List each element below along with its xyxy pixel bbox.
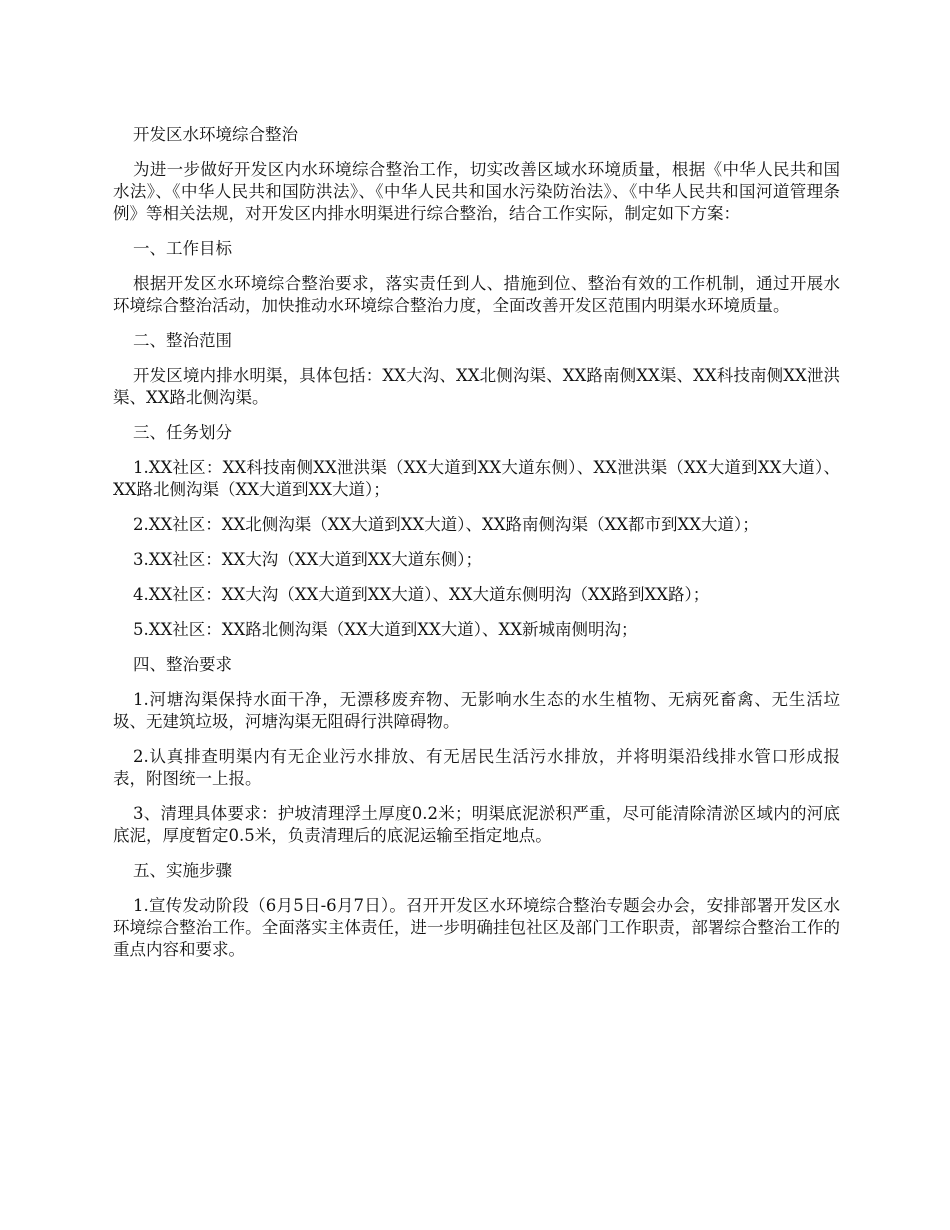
task-item-1: 1.XX社区：XX科技南侧XX泄洪渠（XX大道到XX大道东侧）、XX泄洪渠（XX大道到XX大道）、XX路北侧沟渠（XX大道到XX大道）；: [113, 458, 840, 499]
requirement-item-3: 3、清理具体要求：护坡清理浮土厚度0.2米；明渠底泥淤积严重，尽可能清除清淤区域内的河底底泥，厚度暂定0.5米，负责清理后的底泥运输至指定地点。: [113, 804, 840, 845]
section-heading-scope: 二、整治范围: [133, 331, 232, 350]
section-heading-goals: 一、工作目标: [133, 239, 232, 258]
section-heading-steps: 五、实施步骤: [133, 861, 232, 880]
task-item-2: 2.XX社区：XX北侧沟渠（XX大道到XX大道）、XX路南侧沟渠（XX都市到XX大道）；: [133, 515, 759, 534]
task-item-3: 3.XX社区：XX大沟（XX大道到XX大道东侧）；: [133, 550, 482, 569]
document-title: 开发区水环境综合整治: [133, 125, 298, 144]
goals-paragraph: 根据开发区水环境综合整治要求，落实责任到人、措施到位、整治有效的工作机制，通过开展水环境综合整治活动，加快推动水环境综合整治力度，全面改善开发区范围内明渠水环境质量。: [113, 274, 840, 315]
requirement-item-2: 2.认真排查明渠内有无企业污水排放、有无居民生活污水排放，并将明渠沿线排水管口形成报表，附图统一上报。: [113, 747, 840, 788]
section-heading-tasks: 三、任务划分: [133, 423, 232, 442]
task-item-4: 4.XX社区：XX大沟（XX大道到XX大道）、XX大道东侧明沟（XX路到XX路）；: [133, 585, 710, 604]
section-heading-requirements: 四、整治要求: [133, 655, 232, 674]
document-page: [113, 124, 840, 974]
step-item-1: 1.宣传发动阶段（6月5日-6月7日）。召开开发区水环境综合整治专题会办会，安排部署开发区水环境综合整治工作。全面落实主体责任，进一步明确挂包社区及部门工作职责，部署综合整治工作的重点内容和要求。: [113, 896, 840, 959]
scope-paragraph: 开发区境内排水明渠，具体包括：XX大沟、XX北侧沟渠、XX路南侧XX渠、XX科技南侧XX泄洪渠、XX路北侧沟渠。: [113, 366, 840, 407]
task-item-5: 5.XX社区：XX路北侧沟渠（XX大道到XX大道）、XX新城南侧明沟；: [133, 620, 638, 639]
intro-paragraph: 为进一步做好开发区内水环境综合整治工作，切实改善区域水环境质量，根据《中华人民共和国水法》、《中华人民共和国防洪法》、《中华人民共和国水污染防治法》、《中华人民共和国河道管理条例》等相关法规，对开发区内排水明渠进行综合整治，结合工作实际，制定如下方案：: [113, 160, 840, 223]
requirement-item-1: 1.河塘沟渠保持水面干净，无漂移废弃物、无影响水生态的水生植物、无病死畜禽、无生活垃圾、无建筑垃圾，河塘沟渠无阻碍行洪障碍物。: [113, 690, 840, 731]
